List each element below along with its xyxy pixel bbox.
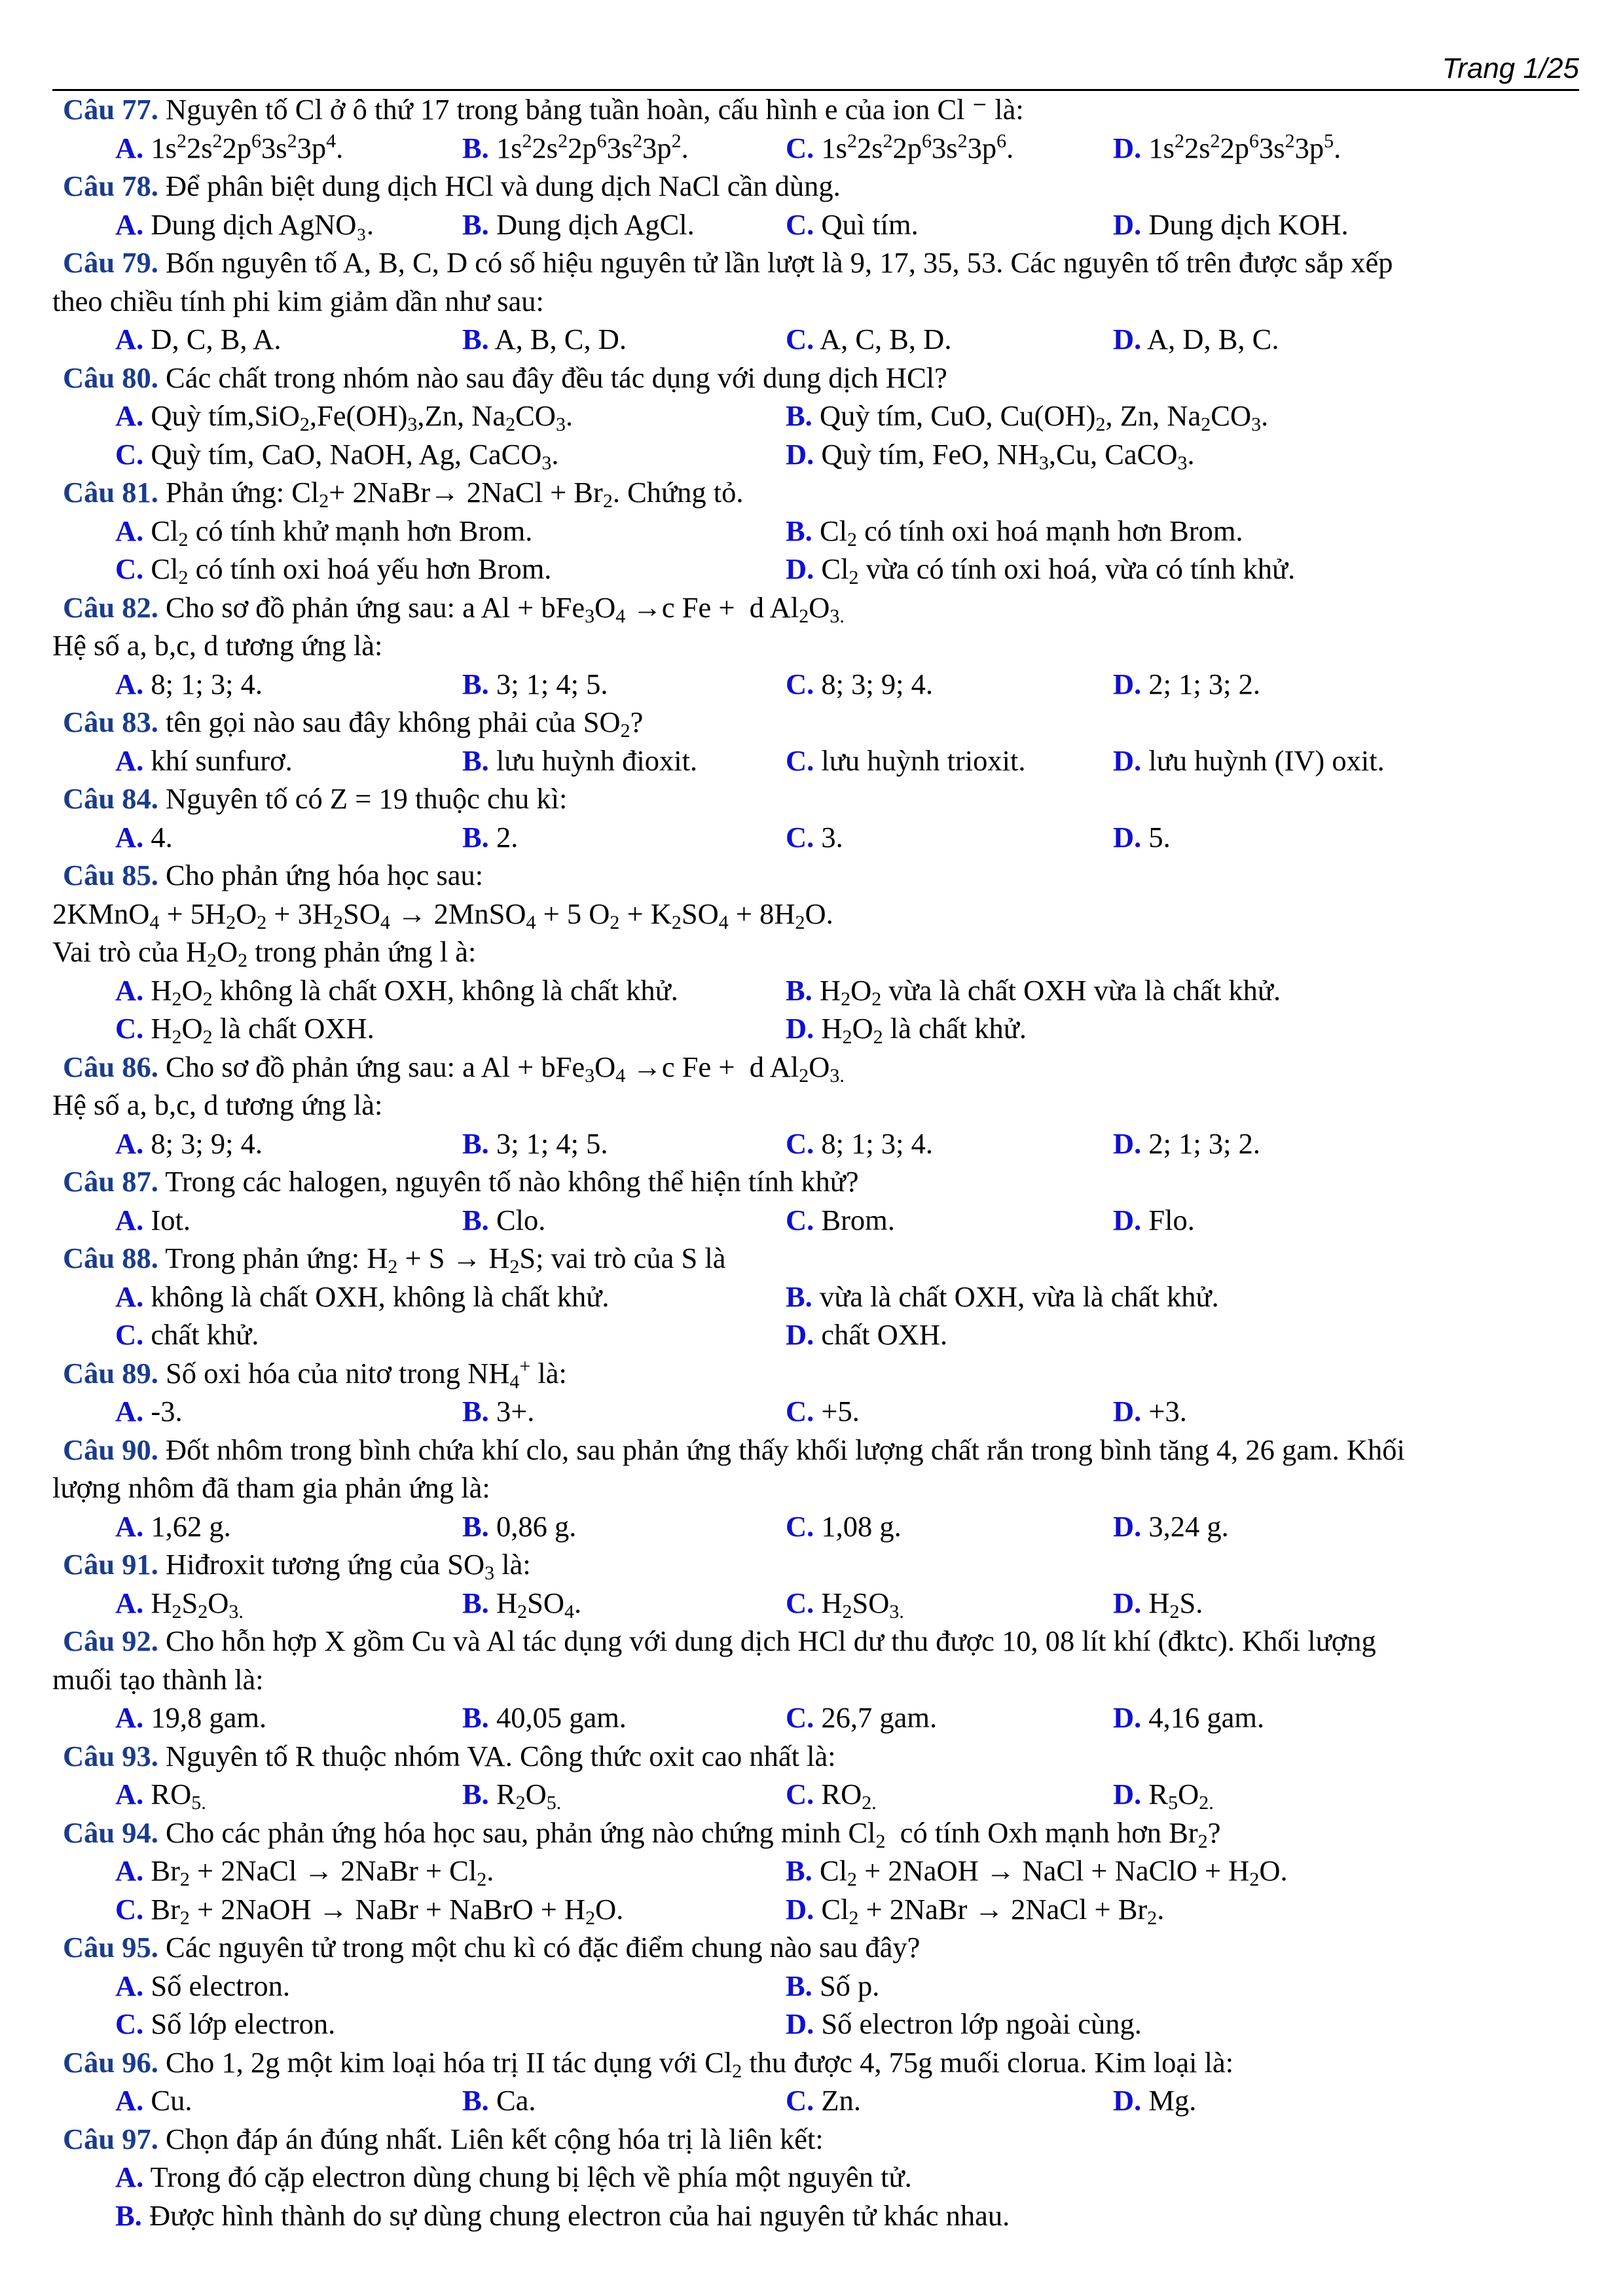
option-a[interactable]: A. 8; 1; 3; 4. xyxy=(115,667,263,700)
question-97: Câu 97. Chọn đáp án đúng nhất. Liên kết cộng hóa trị là liên kết: xyxy=(63,2122,824,2155)
option-a[interactable]: A. 8; 3; 9; 4. xyxy=(115,1126,263,1160)
options-87 xyxy=(52,1201,1571,1240)
option-a[interactable]: A. Iot. xyxy=(115,1203,191,1236)
question-95: Câu 95. Các nguyên tử trong một chu kì có đặc điểm chung nào sau đây? xyxy=(63,1931,921,1964)
options-88-row2 xyxy=(52,1316,1571,1354)
options-81-row2 xyxy=(52,550,1571,588)
option-d[interactable]: D. A, D, B, C. xyxy=(1113,323,1279,355)
option-d[interactable]: D. Dung dịch KOH. xyxy=(1113,207,1349,241)
option-a[interactable]: A. Cu. xyxy=(115,2084,192,2117)
question-89: Câu 89. Số oxi hóa của nitơ trong $NH_4^+$ là: xyxy=(63,1355,567,1393)
option-c[interactable]: C. $H_2O_2$ là chất OXH. xyxy=(115,1012,374,1048)
option-b[interactable]: B. 3+. xyxy=(462,1395,535,1427)
option-b[interactable]: B. $Cl_2$ có tính oxi hoá mạnh hơn Brom. xyxy=(786,514,1243,550)
option-d[interactable]: D. Flo. xyxy=(1113,1203,1195,1236)
options-92 xyxy=(52,1698,1571,1737)
question-94: Câu 94. Cho các phản ứng hóa học sau, phản ứng nào chứng minh $Cl_2$ có tính Oxh mạnh hơn $Br_2$? xyxy=(63,1816,1221,1852)
question-92-cont: muối tạo thành là: xyxy=(52,1662,264,1696)
option-a[interactable]: A. Số electron. xyxy=(115,1969,290,2002)
option-c[interactable]: C. $H_2SO_{3.}$ xyxy=(786,1586,904,1623)
option-d[interactable]: D. 5. xyxy=(1113,820,1171,853)
options-90 xyxy=(52,1507,1571,1546)
options-94-row2 xyxy=(52,1890,1571,1929)
option-a[interactable]: A. không là chất OXH, không là chất khử. xyxy=(115,1280,610,1313)
option-a[interactable]: A. khí sunfurơ. xyxy=(115,744,293,777)
options-89 xyxy=(52,1392,1571,1431)
option-a[interactable]: A. Quỳ $tím,SiO_2,Fe(OH)_3,Zn$, $Na_2CO_3$. xyxy=(115,399,574,435)
question-85: Câu 85. Cho phản ứng hóa học sau: xyxy=(63,859,484,891)
option-d[interactable]: D. Số electron lớp ngoài cùng. xyxy=(786,2007,1142,2040)
options-80-row1 xyxy=(52,397,1571,435)
question-84: Câu 84. Nguyên tố có Z = 19 thuộc chu kì: xyxy=(63,782,568,815)
question-77: Câu 77. Nguyên tố Cl ở ô thứ 17 trong bảng tuần hoàn, cấu hình e của ion Cl ⁻ là: xyxy=(63,93,1024,126)
option-a[interactable]: A. 1,62 g. xyxy=(115,1509,231,1543)
options-95-row2 xyxy=(52,2005,1571,2043)
option-b[interactable]: B. $Cl_2$ + 2NaOH → NaCl + NaClO + $H_2O$. xyxy=(786,1854,1288,1890)
option-a[interactable]: A. 4. xyxy=(115,820,173,853)
option-c[interactable]: C. 1,08 g. xyxy=(786,1509,902,1543)
options-91 xyxy=(52,1584,1571,1623)
question-87: Câu 87. Trong các halogen, nguyên tố nào không thể hiện tính khử? xyxy=(63,1165,859,1198)
question-79-cont: theo chiều tính phi kim giảm dần như sau: xyxy=(52,284,544,317)
option-c[interactable]: C. $RO_{2.}$ xyxy=(786,1778,877,1814)
options-83 xyxy=(52,742,1571,780)
option-b[interactable]: B. $1s^22s^22p^63s^23p^2$. xyxy=(462,130,689,164)
option-d[interactable]: D. $R_5O_{2.}$ xyxy=(1113,1778,1214,1814)
option-d[interactable]: D. +3. xyxy=(1113,1395,1187,1427)
option-d[interactable]: D. Quỳ tím, FeO, $NH_3,Cu$, CaCO$_3$. xyxy=(786,437,1195,474)
option-b[interactable]: B. 3; 1; 4; 5. xyxy=(462,1126,608,1160)
option-d[interactable]: D. 4,16 gam. xyxy=(1113,1701,1265,1734)
question-93: Câu 93. Nguyên tố R thuộc nhóm VA. Công thức oxit cao nhất là: xyxy=(63,1739,836,1772)
options-85-row2 xyxy=(52,1009,1571,1048)
option-a[interactable]: A. 19,8 gam. xyxy=(115,1701,267,1734)
option-a[interactable]: A. Dung dịch AgNO₃. xyxy=(115,207,374,241)
question-79: Câu 79. Bốn nguyên tố A, B, C, D có số hiệu nguyên tử lần lượt là 9, 17, 35, 53. Các nguyên tố trên được sắp xếp xyxy=(63,246,1393,279)
option-b[interactable]: B. $R_2O_{5.}$ xyxy=(462,1778,562,1814)
options-93 xyxy=(52,1775,1571,1814)
question-90: Câu 90. Đốt nhôm trong bình chứa khí clo, sau phản ứng thấy khối lượng chất rắn trong bình tăng 4, 26 gam. Khối xyxy=(63,1433,1405,1466)
question-80: Câu 80. Các chất trong nhóm nào sau đây đều tác dụng với dung dịch HCl? xyxy=(63,361,947,394)
option-b[interactable]: B. Ca. xyxy=(462,2084,536,2117)
option-b[interactable]: B. lưu huỳnh đioxit. xyxy=(462,744,698,777)
option-b[interactable]: B. $H_2SO_4$. xyxy=(462,1586,582,1623)
option-d[interactable]: D. $1s^22s^22p^63s^23p^5$. xyxy=(1113,130,1341,164)
option-d[interactable]: D. $Cl_2$ + 2NaBr → 2NaCl + $Br_2$. xyxy=(786,1892,1165,1929)
question-85-cont: Vai trò của $H_2O_2$ trong phản ứng l à: xyxy=(52,935,477,971)
question-96: Câu 96. Cho 1, 2g một kim loại hóa trị II tác dụng với $Cl_2$ thu được 4, 75g muối clorua. Kim loại là: xyxy=(63,2045,1234,2082)
options-80-row2 xyxy=(52,435,1571,474)
option-b[interactable]: B. 2. xyxy=(462,820,519,853)
option-b[interactable]: B. vừa là chất OXH, vừa là chất khử. xyxy=(786,1280,1219,1313)
option-a[interactable]: A. D, C, B, A. xyxy=(115,323,282,355)
option-d[interactable]: D. Mg. xyxy=(1113,2084,1197,2117)
option-d[interactable]: D. $H_2S$. xyxy=(1113,1586,1203,1623)
option-a[interactable]: A. $H_2O_2$ không là chất OXH, không là chất khử. xyxy=(115,973,678,1010)
options-85-row1 xyxy=(52,971,1571,1010)
options-77 xyxy=(52,129,1571,168)
option-b[interactable]: B. Quỳ tím, CuO, $Cu(OH)_2$, Zn, $Na_2CO_3$. xyxy=(786,399,1269,435)
option-b[interactable]: B. Dung dịch AgCl. xyxy=(462,207,695,241)
options-79 xyxy=(52,320,1571,359)
options-82 xyxy=(52,665,1571,704)
option-c[interactable]: C. 8; 1; 3; 4. xyxy=(786,1126,933,1160)
question-82-cont: Hệ số a, b,c, d tương ứng là: xyxy=(52,629,383,662)
option-a[interactable]: A. $1s^22s^22p^63s^23p^4$. xyxy=(115,130,344,164)
option-c[interactable]: C. 8; 3; 9; 4. xyxy=(786,667,933,700)
equation-85: 2KMnO$_4$ + $5H_2O_2 + 3H_2SO_4$ → 2MnSO$_4$ + 5 $O_2 + K_2SO_4 + 8H_2O$. xyxy=(52,897,833,933)
options-88-row1 xyxy=(52,1278,1571,1316)
option-c[interactable]: C. Số lớp electron. xyxy=(115,2007,336,2040)
option-d[interactable]: D. lưu huỳnh (IV) oxit. xyxy=(1113,744,1385,777)
question-86-cont: Hệ số a, b,c, d tương ứng là: xyxy=(52,1088,383,1121)
option-b[interactable]: B. Số p. xyxy=(786,1969,880,2002)
option-a[interactable]: A. $Br_2$ + 2NaCl → 2NaBr + $Cl_2$. xyxy=(115,1854,494,1890)
option-c[interactable]: C. $Cl_2$ có tính oxi hoá yếu hơn Brom. xyxy=(115,552,552,588)
option-a[interactable]: A. -3. xyxy=(115,1395,183,1427)
option-b[interactable]: B. 0,86 g. xyxy=(462,1509,577,1543)
option-b[interactable]: B. Được hình thành do sự dùng chung electron của hai nguyên tử khác nhau. xyxy=(115,2198,1010,2232)
options-95-row1 xyxy=(52,1967,1571,2005)
question-list xyxy=(52,90,1571,2234)
options-78 xyxy=(52,206,1571,244)
question-92: Câu 92. Cho hỗn hợp X gồm Cu và Al tác dụng với dung dịch HCl dư thu được 10, 08 lít khí (đktc). Khối lượng xyxy=(63,1624,1376,1657)
option-c[interactable]: C. 26,7 gam. xyxy=(786,1701,938,1734)
option-c[interactable]: C. A, C, B, D. xyxy=(786,323,952,355)
option-b[interactable]: B. Clo. xyxy=(462,1203,546,1236)
option-a[interactable]: A. $Cl_2$ có tính khử mạnh hơn Brom. xyxy=(115,514,533,550)
question-88: Câu 88. Trong phản ứng: $H_2 + S \to H_2S$; vai trò của S là xyxy=(63,1242,726,1278)
options-86 xyxy=(52,1124,1571,1163)
question-90-cont: lượng nhôm đã tham gia phản ứng là: xyxy=(52,1471,490,1504)
option-b[interactable]: B. 3; 1; 4; 5. xyxy=(462,667,608,700)
option-c[interactable]: C. $Br_2$ + 2NaOH → NaBr + NaBrO + $H_2O$. xyxy=(115,1892,624,1929)
option-c[interactable]: C. chất khử. xyxy=(115,1318,259,1351)
question-78: Câu 78. Để phân biệt dung dịch HCl và dung dịch NaCl cần dùng. xyxy=(63,170,841,202)
option-c[interactable]: C. lưu huỳnh trioxit. xyxy=(786,744,1026,777)
option-c[interactable]: C. Zn. xyxy=(786,2084,861,2117)
options-81-row1 xyxy=(52,512,1571,550)
options-84 xyxy=(52,818,1571,857)
page-header xyxy=(52,51,1579,91)
option-d[interactable]: D. 2; 1; 3; 2. xyxy=(1113,667,1260,700)
question-81: Câu 81. Phản ứng: $Cl_2+$ 2NaBr→ 2NaCl + $Br_2$. Chứng tỏ. xyxy=(63,476,744,512)
option-d[interactable]: D. $H_2O_2$ là chất khử. xyxy=(786,1012,1027,1048)
question-82: Câu 82. Cho sơ đồ phản ứng sau: a $Al + bFe_3O_4 \to c$ Fe + d $Al_2O_{3.}$ xyxy=(63,590,845,627)
option-b[interactable]: B. $H_2O_2$ vừa là chất OXH vừa là chất khử. xyxy=(786,973,1281,1010)
options-97-row1 xyxy=(52,2158,1571,2197)
options-96 xyxy=(52,2081,1571,2120)
option-d[interactable]: D. 2; 1; 3; 2. xyxy=(1113,1126,1260,1160)
option-c[interactable]: C. Brom. xyxy=(786,1203,895,1236)
option-c[interactable]: C. +5. xyxy=(786,1395,860,1427)
question-91: Câu 91. Hiđroxit tương ứng của $SO_3$ là: xyxy=(63,1548,531,1584)
option-a[interactable]: A. Trong đó cặp electron dùng chung bị lệch về phía một nguyên tử. xyxy=(115,2161,912,2193)
option-c[interactable]: C. Quì tím. xyxy=(786,207,919,241)
option-a[interactable]: A. $RO_{5.}$ xyxy=(115,1778,206,1814)
option-b[interactable]: B. 40,05 gam. xyxy=(462,1701,627,1734)
options-97-row2 xyxy=(52,2197,1571,2235)
option-d[interactable]: D. chất OXH. xyxy=(786,1318,948,1351)
option-d[interactable]: D. 3,24 g. xyxy=(1113,1509,1229,1543)
question-86: Câu 86. Cho sơ đồ phản ứng sau: a $Al + bFe_3O_4 \to c$ Fe + d $Al_2O_{3.}$ xyxy=(63,1050,845,1086)
option-b[interactable]: B. A, B, C, D. xyxy=(462,323,627,355)
option-a[interactable]: A. $H_2S_2O_{3.}$ xyxy=(115,1586,244,1623)
option-d[interactable]: D. $Cl_2$ vừa có tính oxi hoá, vừa có tính khử. xyxy=(786,552,1296,588)
page-number: Trang 1/25 xyxy=(1442,52,1579,84)
option-c[interactable]: C. 3. xyxy=(786,820,843,853)
options-94-row1 xyxy=(52,1852,1571,1890)
option-c[interactable]: C. Quỳ tím, CaO, NaOH, Ag, CaCO$_3$. xyxy=(115,437,559,474)
option-c[interactable]: C. $1s^22s^22p^63s^23p^6$. xyxy=(786,130,1014,164)
question-83: Câu 83. tên gọi nào sau đây không phải của $SO_2$? xyxy=(63,706,644,742)
